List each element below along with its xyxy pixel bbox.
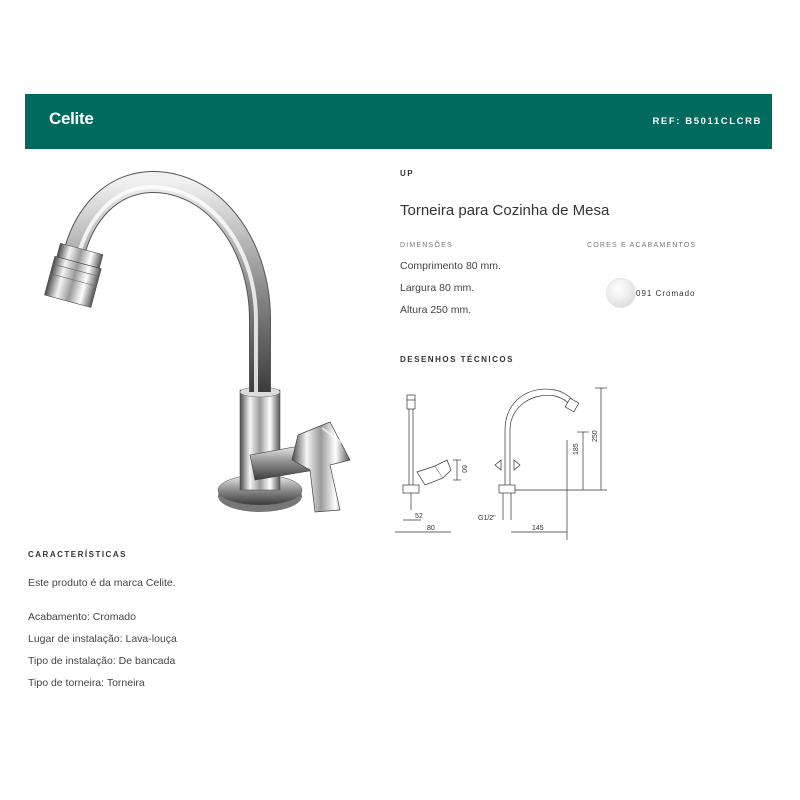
technical-drawings-title: DESENHOS TÉCNICOS [400, 355, 514, 364]
header-bar [25, 94, 772, 149]
faucet-icon [30, 160, 380, 530]
dim-base: 52 [415, 513, 423, 520]
dim-handle: 60 [460, 465, 467, 473]
dim-thread: G1/2" [478, 515, 496, 522]
spec-value: Cromado [92, 611, 136, 623]
product-line: UP [400, 169, 415, 178]
front-view-drawing [495, 388, 607, 540]
spec-key: Lugar de instalação: [28, 633, 123, 645]
spec-key: Tipo de instalação: [28, 655, 116, 667]
dimension-height: Altura 250 mm. [400, 304, 472, 316]
swatch-label: 091 Cromado [636, 289, 696, 298]
spec-install-type [28, 655, 175, 667]
spec-key: Acabamento: [28, 611, 90, 623]
dim-spout-height: 185 [573, 443, 580, 455]
dimension-width: Largura 80 mm. [400, 282, 475, 294]
spec-value: De bancada [118, 655, 176, 667]
dimension-length: Comprimento 80 mm. [400, 260, 501, 272]
spec-value: Torneira [106, 677, 145, 689]
side-view-drawing [395, 395, 461, 532]
finishes-label: CORES E ACABAMENTOS [587, 242, 697, 249]
spec-finish [28, 611, 136, 623]
spec-value: Lava-louça [125, 633, 177, 645]
brand-logo: Celite [49, 109, 94, 128]
spec-faucet-type [28, 677, 145, 689]
color-swatch-chrome[interactable] [606, 278, 636, 308]
dim-total-height: 250 [592, 430, 599, 442]
characteristics-title: CARACTERÍSTICAS [28, 550, 127, 559]
dim-width: 80 [427, 525, 435, 532]
reference-code: REF: B5011CLCRB [652, 116, 762, 127]
spec-key: Tipo de torneira: [28, 677, 105, 689]
brand-statement: Este produto é da marca Celite. [28, 577, 176, 589]
dim-reach: 145 [532, 525, 544, 532]
spec-install-location [28, 633, 177, 645]
product-title: Torneira para Cozinha de Mesa [400, 202, 610, 219]
technical-drawing [395, 380, 620, 545]
dimensions-label: DIMENSÕES [400, 242, 453, 249]
